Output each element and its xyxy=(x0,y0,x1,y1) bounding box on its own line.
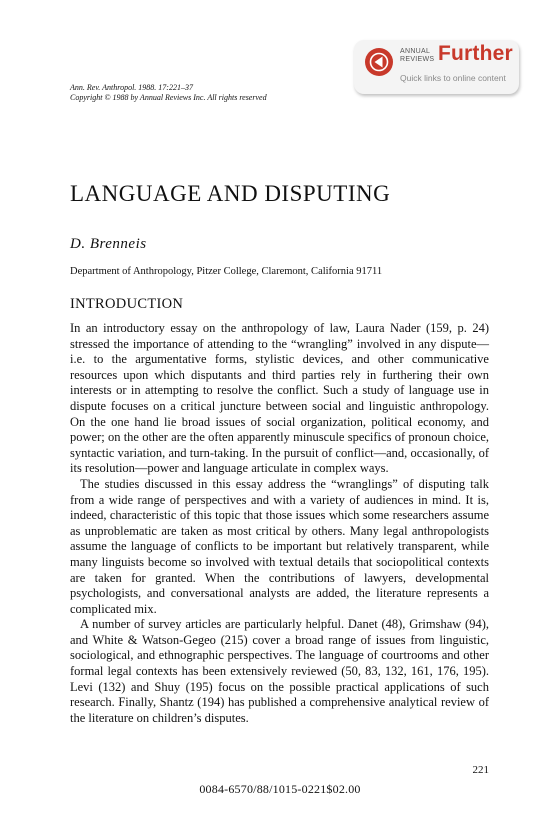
further-banner[interactable] xyxy=(354,40,519,94)
further-label: Further xyxy=(438,42,513,65)
article-title: LANGUAGE AND DISPUTING xyxy=(70,181,391,206)
annual-reviews-wordmark xyxy=(400,48,434,64)
quick-links-tagline: Quick links to online content xyxy=(400,73,506,83)
annual-label: ANNUAL xyxy=(400,48,431,55)
annual-reviews-arrow-icon xyxy=(364,47,394,77)
page-number: 221 xyxy=(472,764,489,776)
paragraph: In an introductory essay on the anthropology of law, Laura Nader (159, p. 24) stressed the importance of attending to the “wrangling” involved in any dispute—i.e. to the argumentative forms, stylistic devices, and other communicative resources upon which disputants and third parties rely in furthering their own interests or in attempting to resolve the conflict. Such a study of language use in dispute focuses on a critical juncture between social and linguistic anthropology. On the one hand lie broad issues of social organization, political economy, and power; on the other are the often apparently minuscule specifics of pronoun choice, syntactic variation, and turn-taking. In the pursuit of conflict—and, occasionally, of its resolution—power and language articulate in complex ways. xyxy=(70,321,489,476)
paragraph: The studies discussed in this essay address the “wranglings” of disputing talk from a wide range of perspectives and with a variety of audiences in mind. It is, indeed, characteristic of this topic that those issues which some researchers assume as unproblematic are taken as most critical by others. Many legal anthropologists assume the language of conflicts to be important but relatively transparent, while many linguists become so involved with textual details that sociopolitical contexts are taken for granted. When the contributions of lawyers, developmental psychologists, and conversational analysts are added, the literature represents a complicated mix. xyxy=(70,476,489,616)
author-name: D. Brenneis xyxy=(70,236,147,252)
copyright-line: Copyright © 1988 by Annual Reviews Inc. All rights reserved xyxy=(70,93,267,102)
citation-line: Ann. Rev. Anthropol. 1988. 17:221–37 xyxy=(70,83,193,92)
paragraph: A number of survey articles are particularly helpful. Danet (48), Grimshaw (94), and White & Watson-Gegeo (215) cover a broad range of issues from linguistic, sociological, and ethnographic perspectives. The language of courtrooms and other formal legal contexts has been extensively reviewed (50, 83, 132, 161, 176, 195). Levi (132) and Shuy (195) focus on the possible practical applications of such research. Finally, Shantz (194) has published a comprehensive analytical review of the literature on children’s disputes. xyxy=(70,617,489,725)
author-affiliation: Department of Anthropology, Pitzer College, Claremont, California 91711 xyxy=(70,266,383,277)
section-heading: INTRODUCTION xyxy=(70,296,184,312)
article-body xyxy=(70,321,489,726)
journal-citation xyxy=(70,83,267,103)
reviews-label: REVIEWS xyxy=(400,56,435,63)
copyright-code: 0084-6570/88/1015-0221$02.00 xyxy=(199,782,361,796)
